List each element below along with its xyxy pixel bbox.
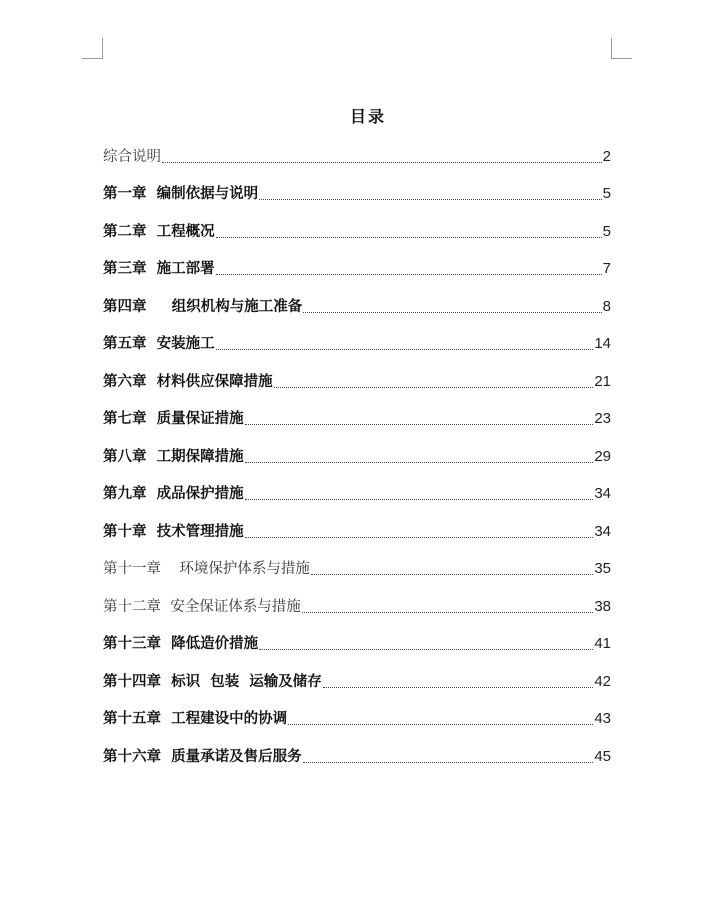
toc-dot-leader [311, 573, 593, 575]
toc-dot-leader [302, 611, 594, 613]
toc-entry-page-number: 7 [602, 260, 611, 277]
toc-dot-leader [274, 386, 594, 388]
toc-entry[interactable] [103, 478, 611, 516]
toc-entry[interactable] [103, 178, 611, 216]
toc-entry[interactable] [103, 290, 611, 328]
toc-entry[interactable] [103, 215, 611, 253]
toc-dot-leader [303, 761, 594, 763]
toc-dot-leader [245, 536, 594, 538]
toc-entry-label: 第二章 工程概况 [103, 222, 215, 240]
toc-entry-label: 第十六章 质量承诺及售后服务 [103, 747, 302, 765]
toc-dot-leader [162, 161, 602, 163]
toc-entry[interactable] [103, 740, 611, 778]
toc-dot-leader [216, 348, 594, 350]
toc-entry[interactable] [103, 403, 611, 441]
toc-entry-label: 第五章 安装施工 [103, 335, 215, 352]
toc-entry-page-number: 43 [594, 710, 611, 727]
toc-entry-page-number: 21 [594, 372, 611, 390]
toc-dot-leader [259, 198, 602, 200]
toc-entry[interactable] [103, 553, 611, 591]
toc-entry-page-number: 34 [594, 485, 611, 502]
toc-entry[interactable] [103, 590, 611, 628]
toc-entry-page-number: 38 [594, 597, 611, 615]
toc-entry[interactable] [103, 253, 611, 291]
toc-dot-leader [245, 423, 594, 425]
toc-entry-page-number: 35 [594, 560, 611, 577]
toc-entry[interactable] [103, 365, 611, 403]
toc-entry-label: 第十一章 环境保护体系与措施 [103, 561, 310, 577]
toc-entry-page-number: 14 [594, 335, 611, 352]
toc-entry-page-number: 34 [594, 522, 611, 540]
toc-entry[interactable] [103, 140, 611, 178]
toc-dot-leader [245, 461, 594, 463]
toc-entry-label: 第四章 组织机构与施工准备 [103, 297, 303, 315]
toc-dot-leader [323, 686, 594, 688]
toc-dot-leader [216, 236, 602, 238]
toc-entry-label: 第三章 施工部署 [103, 260, 215, 277]
table-of-contents [103, 140, 611, 778]
toc-dot-leader [288, 723, 593, 725]
toc-entry-label: 第十二章 安全保证体系与措施 [103, 598, 301, 615]
toc-entry-label: 第一章 编制依据与说明 [103, 185, 259, 202]
crop-mark-top-right [611, 38, 632, 59]
toc-entry-page-number: 42 [594, 672, 611, 690]
toc-entry-page-number: 41 [594, 635, 611, 652]
toc-entry-label: 第十章 技术管理措施 [103, 522, 244, 540]
toc-entry[interactable] [103, 515, 611, 553]
toc-entry-page-number: 45 [594, 747, 611, 765]
toc-entry-label: 第十五章 工程建设中的协调 [103, 710, 288, 727]
toc-entry[interactable] [103, 440, 611, 478]
toc-entry-label: 第六章 材料供应保障措施 [103, 372, 273, 390]
toc-title: 目录 [349, 107, 386, 126]
toc-entry[interactable] [103, 665, 611, 703]
toc-entry-page-number: 2 [602, 147, 611, 165]
toc-entry[interactable] [103, 703, 611, 741]
toc-entry[interactable] [103, 328, 611, 366]
toc-entry-label: 第八章 工期保障措施 [103, 447, 244, 465]
toc-dot-leader [303, 311, 601, 313]
toc-entry-page-number: 5 [602, 185, 611, 202]
toc-entry[interactable] [103, 628, 611, 666]
crop-mark-top-left [82, 38, 103, 59]
toc-entry-page-number: 29 [594, 447, 611, 465]
toc-dot-leader [259, 648, 593, 650]
toc-dot-leader [245, 498, 594, 500]
toc-entry-label: 第九章 成品保护措施 [103, 485, 244, 502]
toc-entry-page-number: 5 [602, 222, 611, 240]
toc-entry-page-number: 23 [594, 410, 611, 427]
toc-dot-leader [216, 273, 602, 275]
toc-entry-page-number: 8 [602, 297, 611, 315]
toc-entry-label: 综合说明 [103, 148, 161, 165]
toc-entry-label: 第七章 质量保证措施 [103, 410, 244, 427]
toc-entry-label: 第十四章 标识 包装 运输及储存 [103, 672, 322, 690]
toc-entry-label: 第十三章 降低造价措施 [103, 635, 259, 652]
